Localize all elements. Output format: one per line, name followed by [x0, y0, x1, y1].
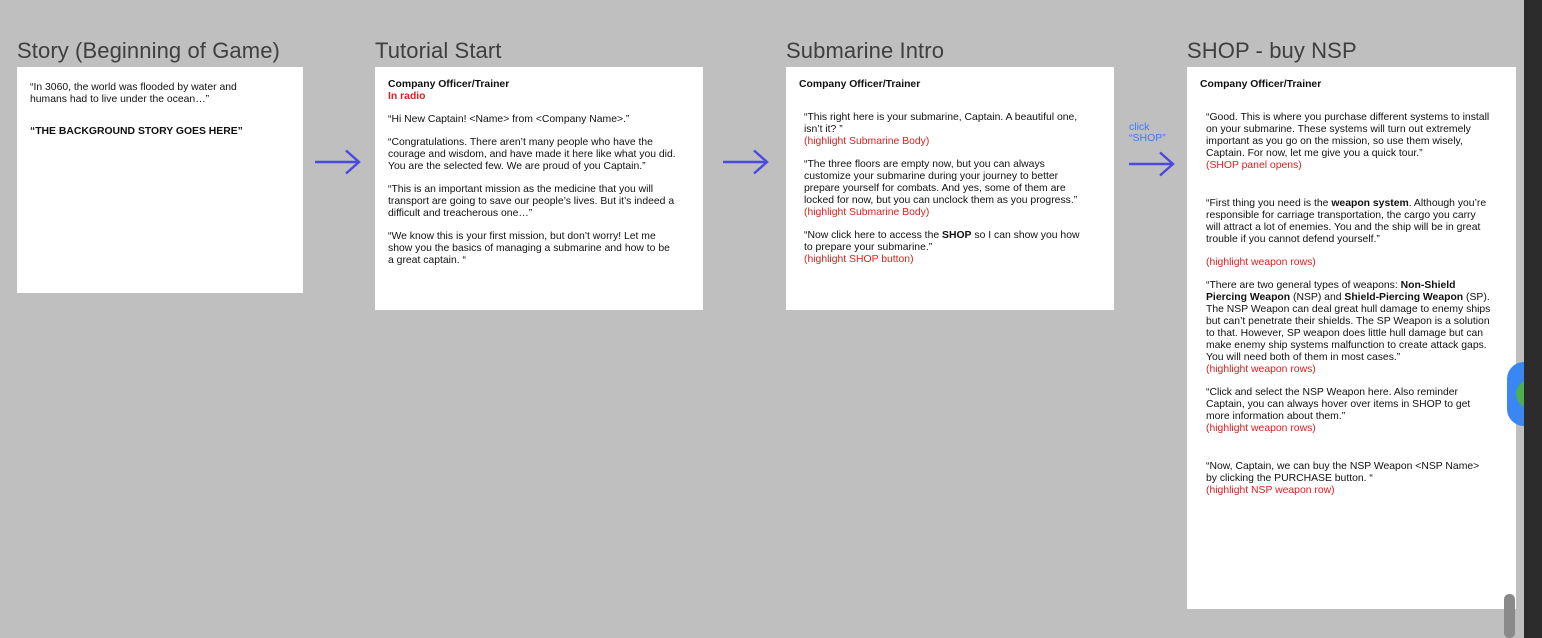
story-card [17, 67, 303, 293]
shop-line-1: “Good. This is where you purchase different systems to install on your submarine. These systems will turn out extremely important as you go on the mission, so use them wisely, Captain. For now, let me give you a quick tour.” [1206, 112, 1490, 159]
story-line-1: “In 3060, the world was flooded by water and humans had to live under the ocean…” [30, 82, 237, 105]
floating-widget-icon[interactable] [1507, 362, 1524, 426]
submarine-card [786, 67, 1114, 310]
widget-inner-shape [1516, 380, 1524, 408]
shop-highlight-3: (highlight weapon rows) [1206, 364, 1316, 375]
shop-line-5: “Now, Captain, we can buy the NSP Weapon <NSP Name> by clicking the PURCHASE button. “ [1206, 461, 1480, 484]
submarine-line-1: “This right here is your submarine, Captain. A beautiful one, isn’t it? ” [804, 112, 1078, 135]
submarine-line-3: “Now click here to access the SHOP so I can show you how to prepare your submarine.” [804, 230, 1080, 253]
shop-line-3: “There are two general types of weapons: Non-Shield Piercing Weapon (NSP) and Shield-Piercing Weapon (SP). The NSP Weapon can deal great hull damage to enemy ships but can’t penetrate their shields. The SP Weapon is a solution to that. However, SP weapon does little hull damage but can make enemy ship systems malfunction to create attack gaps. You will need both of them in most cases.” [1206, 280, 1491, 363]
shop-line-4: “Click and select the NSP Weapon here. Also reminder Captain, you can always hover over items in SHOP to get more information about them.” [1206, 387, 1471, 422]
tutorial-line-1: “Hi New Captain! <Name> from <Company Name>.” [388, 114, 630, 125]
tutorial-tag: In radio [388, 91, 426, 102]
shop-highlight-4: (highlight weapon rows) [1206, 423, 1316, 434]
tutorial-line-3: “This is an important mission as the medicine that you will transport are going to save our people’s lives. But it’s indeed a difficult and treacherous one…” [388, 184, 675, 219]
submarine-highlight-3: (highlight SHOP button) [804, 254, 914, 265]
arrow-right-icon [722, 149, 770, 175]
tutorial-line-4: “We know this is your first mission, but don’t worry! Let me show you the basics of managing a submarine and how to be a great captain. “ [388, 231, 670, 266]
shop-highlight-1: (SHOP panel opens) [1206, 160, 1302, 171]
shop-speaker: Company Officer/Trainer [1200, 79, 1322, 90]
shop-line-2: “First thing you need is the weapon system. Although you’re responsible for carriage transportation, the cargo you carry will attract a lot of enemies. You and the ship will be in great trouble if you cannot defend yourself.” [1206, 198, 1487, 245]
tutorial-card [375, 67, 703, 310]
arrow-right-icon [314, 149, 362, 175]
tutorial-speaker: Company Officer/Trainer [388, 79, 510, 90]
frame-title-tutorial: Tutorial Start [375, 38, 502, 63]
shop-highlight-2: (highlight weapon rows) [1206, 257, 1316, 268]
frame-title-submarine: Submarine Intro [786, 38, 945, 63]
frame-title-shop: SHOP - buy NSP [1187, 38, 1357, 63]
story-line-2: “THE BACKGROUND STORY GOES HERE” [30, 126, 243, 137]
vertical-scrollbar-thumb[interactable] [1504, 594, 1515, 638]
click-shop-note: click “SHOP” [1129, 121, 1166, 144]
submarine-highlight-1: (highlight Submarine Body) [804, 136, 930, 147]
shop-card [1187, 67, 1516, 609]
right-edge-panel [1524, 0, 1542, 638]
submarine-highlight-2: (highlight Submarine Body) [804, 207, 930, 218]
submarine-line-2: “The three floors are empty now, but you can always customize your submarine during your journey to better prepare yourself for combats. And yes, some of them are locked for now, but you can unclock them as you progress.” [804, 159, 1078, 206]
submarine-speaker: Company Officer/Trainer [799, 79, 921, 90]
tutorial-line-2: “Congratulations. There aren’t many people who have the courage and wisdom, and have made it here like what you did. You are the selected few. We are proud of you Captain.” [388, 137, 676, 172]
frame-title-story: Story (Beginning of Game) [17, 38, 280, 63]
shop-highlight-5: (highlight NSP weapon row) [1206, 485, 1335, 496]
arrow-right-icon [1128, 151, 1176, 177]
